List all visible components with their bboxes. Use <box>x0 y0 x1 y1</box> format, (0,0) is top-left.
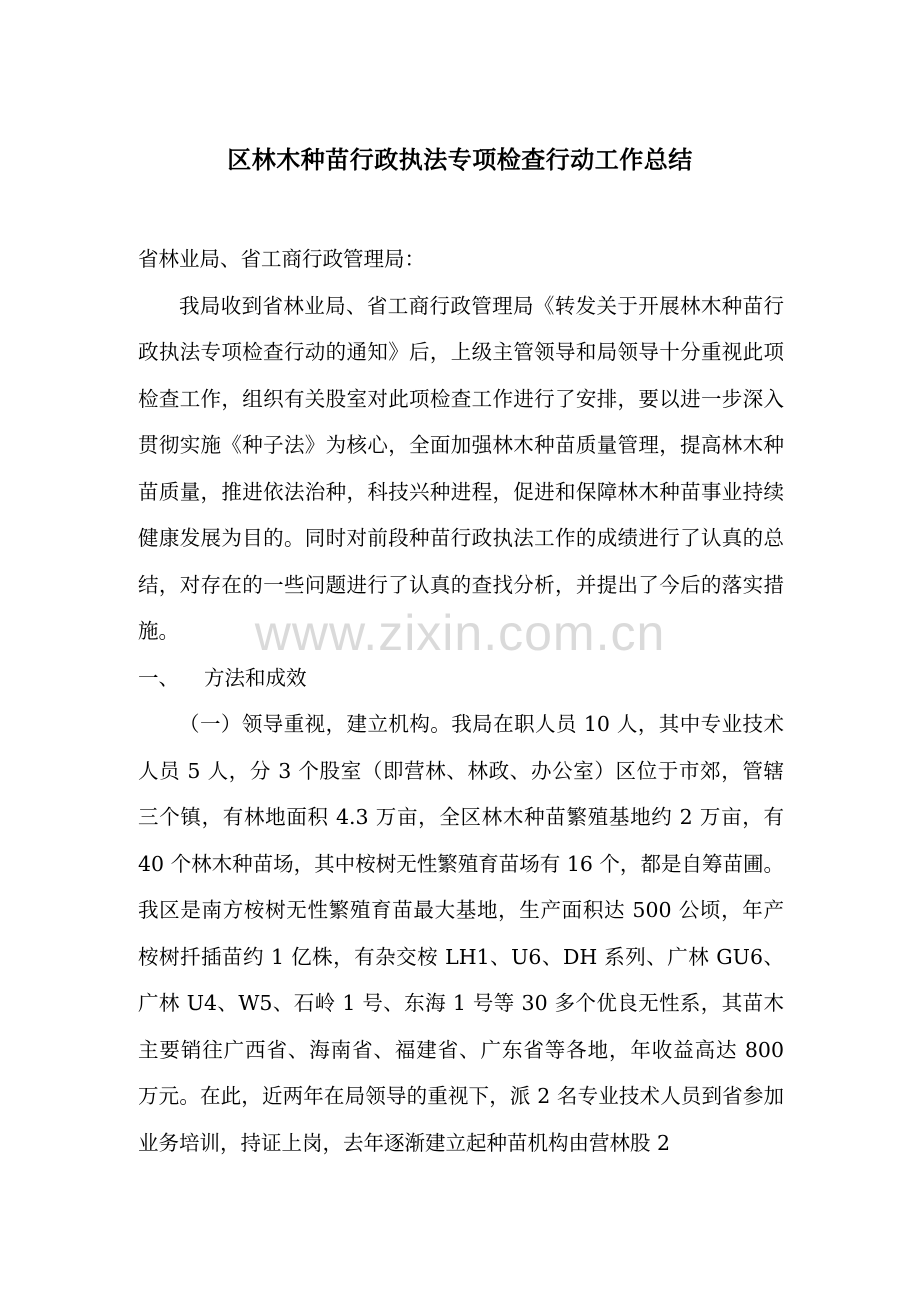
section-heading <box>138 655 784 702</box>
section-number: 一、 <box>138 665 179 690</box>
section-paragraph: （一）领导重视，建立机构。我局在职人员 10 人，其中专业技术人员 5 人，分 3 个股室（即营林、林政、办公室）区位于市郊，管辖三个镇，有林地面积 4.3 万亩，全区林木种苗繁殖基地约 2 万亩，有 40 个林木种苗场，其中桉树无性繁殖育苗场有 16 个，都是自筹苗圃。我区是南方桉树无性繁殖育苗最大基地，生产面积达 500 公顷，年产桉树扦插苗约 1 亿株，有杂交桉 LH1、U6、DH 系列、广林 GU6、广林 U4、W5、石岭 1 号、东海 1 号等 30 多个优良无性系，其苗木主要销往广西省、海南省、福建省、广东省等各地，年收益高达 800 万元。在此，近两年在局领导的重视下，派 2 名专业技术人员到省参加业务培训，持证上岗，去年逐渐建立起种苗机构由营林股 2 <box>138 712 784 1155</box>
salutation: 省林业局、省工商行政管理局： <box>138 247 425 271</box>
watermark: www.zixin.com.cn <box>254 605 666 661</box>
section-title: 方法和成效 <box>204 665 307 690</box>
intro-paragraph: 我局收到省林业局、省工商行政管理局《转发关于开展林木种苗行政执法专项检查行动的通知》后，上级主管领导和局领导十分重视此项检查工作，组织有关股室对此项检查工作进行了安排，要以进一步深入贯彻实施《种子法》为核心，全面加强林木种苗质量管理，提高林木种苗质量，推进依法治种，科技兴种进程，促进和保障林木种苗事业持续健康发展为目的。同时对前段种苗行政执法工作的成绩进行了认真的总结，对存在的一些问题进行了认真的查找分析，并提出了今后的落实措施。 <box>138 293 784 643</box>
document-title: 区林木种苗行政执法专项检查行动工作总结 <box>227 145 693 174</box>
document-body <box>138 236 784 1166</box>
